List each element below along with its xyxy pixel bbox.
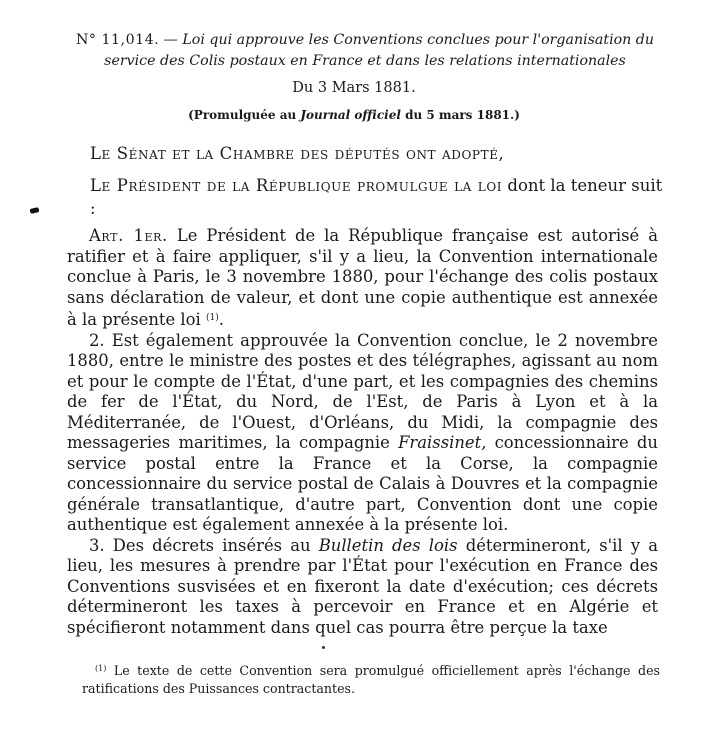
footnote-marker: (1) — [95, 664, 107, 673]
article-text: Est également approuvée la Convention conclue, le 2 novembre 1880, entre le ministre des postes et des télégraphes, agissant au nom et pour le compte de l'État, d'une part, et les compagnies des chemins de fer de l'État, du Nord, de l'Est, de Paris à Lyon et à la Méditerranée, de l'Ouest, d'Orléans, du Midi, la compagnie des messageries maritimes, la compagnie — [67, 330, 658, 452]
promulgation-journal: Journal officiel — [300, 108, 401, 122]
article-1 — [67, 226, 658, 331]
article-end: . — [218, 310, 224, 329]
margin-ink-mark — [30, 207, 40, 214]
article-italic: Fraissinet, — [398, 433, 487, 452]
law-date: Du 3 Mars 1881. — [292, 80, 416, 96]
ink-speck — [322, 646, 325, 649]
article-text: concessionnaire du service postal entre la France et la Corse, la compagnie concessionnaire du service postal de Calais à Douvres et la compagnie générale transatlantique, d'autre part, Convention dont une copie authentique est également annexée à la présente loi. — [67, 433, 658, 534]
article-text: Le Président de la République française est autorisé à ratifier et à faire appliquer, s'il y a lieu, la Convention internationale conclue à Paris, le 3 novembre 1880, pour l'échange des colis postaux sans déclaration de valeur, et dont une copie authentique est annexée à la présente loi — [67, 226, 658, 329]
article-label: 3. — [89, 535, 105, 555]
law-title: — Loi qui approuve les Conventions conclues pour l'organisation du service des Colis postaux en France et dans les relations internationales — [104, 32, 655, 69]
preamble-senat: Le Sénat et la Chambre des députés ont adopté, — [90, 144, 505, 163]
article-text: Des décrets insérés au — [104, 535, 319, 555]
footnote-reference: (1) — [205, 313, 219, 323]
preamble-president-rest: dont la teneur suit : — [90, 176, 663, 218]
footnote-text: Le texte de cette Convention sera promulgué officiellement après l'échange des ratifications des Puissances contractantes. — [82, 663, 660, 696]
law-number: N° 11,014. — [75, 32, 160, 48]
article-label: 2. — [89, 330, 105, 350]
footnote — [82, 660, 660, 698]
article-3 — [67, 536, 658, 639]
article-2 — [67, 331, 658, 536]
article-label: Art. 1er. — [89, 226, 168, 245]
law-heading — [70, 30, 660, 72]
preamble-president — [90, 174, 664, 220]
promulgation-note — [0, 108, 708, 122]
preamble-president-caps: Le Président de la République promulgue la loi — [90, 176, 503, 195]
promulgation-prefix: (Promulguée au — [188, 108, 301, 122]
law-body — [67, 226, 658, 638]
article-text: détermineront, s'il y a lieu, les mesures à prendre par l'État pour l'exécution en France des Conventions susvisées et en fixeront la date d'exécution; ces décrets détermineront les taxes à percevoir en France et en Algérie et spécifieront notamment dans quel cas pourra être perçue la taxe — [67, 535, 658, 637]
article-italic: Bulletin des lois — [318, 535, 458, 555]
promulgation-suffix: du 5 mars 1881.) — [400, 108, 520, 122]
